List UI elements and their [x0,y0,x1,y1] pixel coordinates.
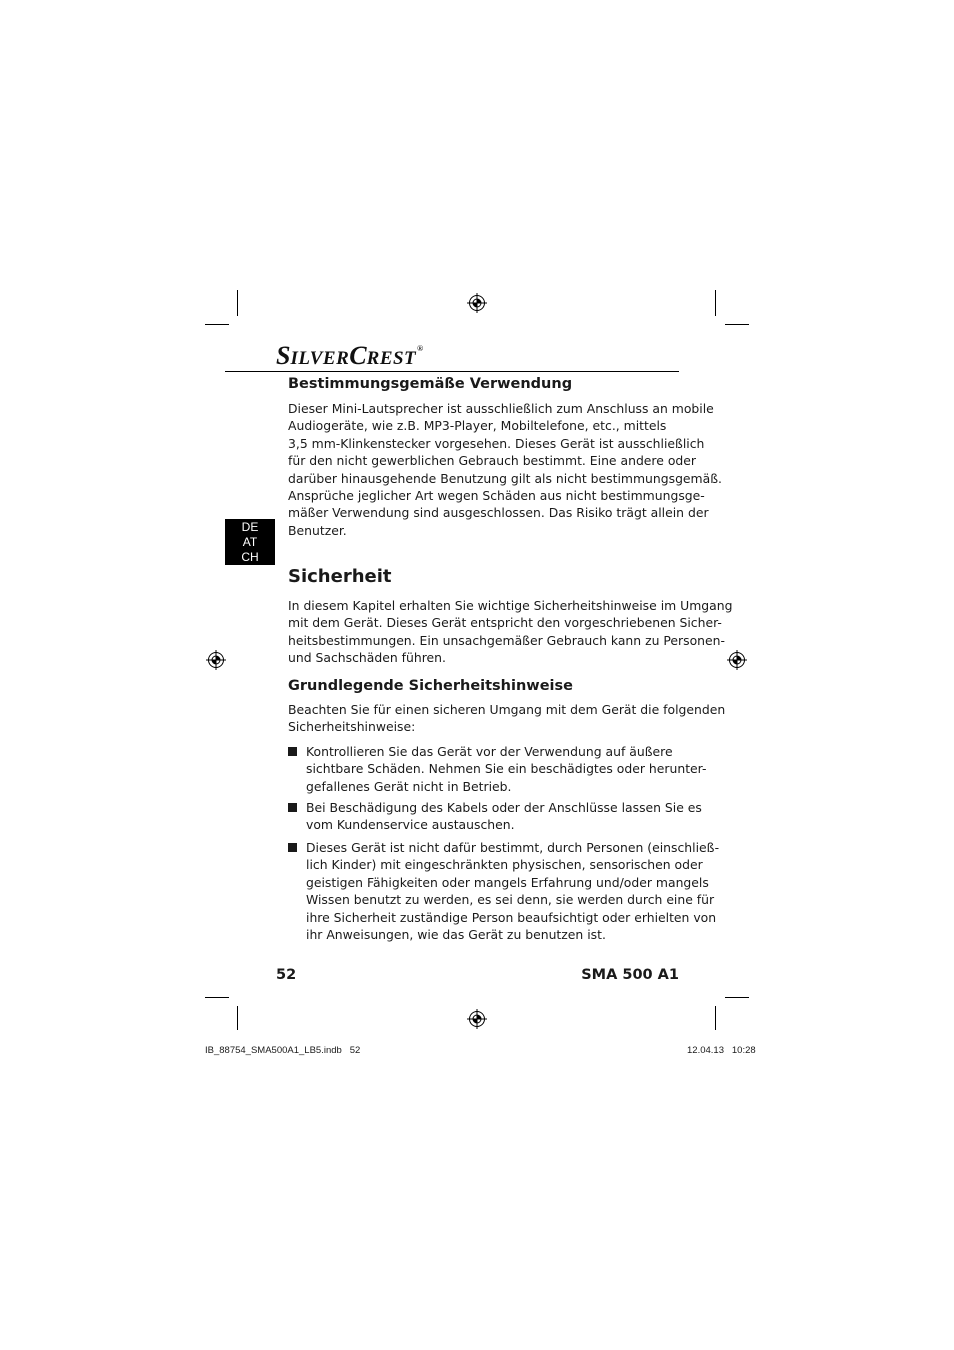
model-name: SMA 500 A1 [581,967,679,983]
bullet-square [288,843,297,852]
intended-use-paragraph: Dieser Mini-Lautsprecher ist ausschließlich zum Anschluss an mobile Audiogeräte, wie z.B. MP3-Player, Mobiltelefone, etc., mittels 3,5 mm-Klinkenstecker vorgesehen. Dieses Gerät ist ausschließlich für den nicht gewerblichen Gebrauch bestimmt. Eine andere oder darüber hinausgehende Benutzung gilt als nicht bestimmungsgemäß. Ansprüche jeglicher Art wegen Schäden aus nicht bestimmungsge- mäßer Verwendung sind ausgeschlossen. Das Risiko trägt allein der Benutzer. [288,401,722,538]
list-item: Bei Beschädigung des Kabels oder der Anschlüsse lassen Sie es vom Kundenservice austauschen. [306,800,702,833]
basic-safety-intro: Beachten Sie für einen sicheren Umgang mit dem Gerät die folgenden Sicherheitshinweise: [288,702,726,735]
crop-mark-top-left-horizontal [205,324,229,325]
crop-mark-top-left-vertical [237,290,238,316]
crosshair-registration-icon [467,293,487,313]
bullet-square [288,803,297,812]
language-code: AT [242,534,258,549]
section-heading-basic-safety: Grundlegende Sicherheitshinweise [288,678,573,694]
crop-mark-bottom-right-horizontal [725,997,749,998]
language-code: CH [241,549,259,564]
crosshair-registration-icon [467,1009,487,1029]
silvercrest-logo: SILVERCREST® [276,341,424,370]
crop-mark-top-right-vertical [715,290,716,316]
language-code: DE [241,519,259,534]
crop-mark-bottom-left-horizontal [205,997,229,998]
language-tab [225,519,275,565]
crop-mark-bottom-left-vertical [237,1006,238,1030]
list-item: Kontrollieren Sie das Gerät vor der Verwendung auf äußere sichtbare Schäden. Nehmen Sie ein beschädigtes oder herunter- gefallenes Gerät nicht in Betrieb. [306,744,707,794]
crosshair-registration-icon [206,650,226,670]
bullet-square [288,747,297,756]
crosshair-registration-icon [727,650,747,670]
crop-mark-bottom-right-vertical [715,1006,716,1030]
page-number: 52 [276,967,297,983]
crop-mark-top-right-horizontal [725,324,749,325]
list-item: Dieses Gerät ist nicht dafür bestimmt, durch Personen (einschließ- lich Kinder) mit eingeschränkten physischen, sensorischen oder geistigen Fähigkeiten oder mangels Erfahrung und/oder mangels Wissen benutzt zu werden, es sei denn, sie werden durch eine für ihre Sicherheit zuständige Person beaufsichtigt oder erhielten von ihr Anweisungen, wie das Gerät zu benutzen ist. [306,840,720,943]
header-rule [225,371,679,372]
print-slug-datetime: 12.04.13 10:28 [687,1045,756,1056]
safety-paragraph: In diesem Kapitel erhalten Sie wichtige Sicherheitshinweise im Umgang mit dem Gerät. Dieses Gerät entspricht den vorgeschriebenen Sicher- heitsbestimmungen. Ein unsachgemäßer Gebrauch kann zu Personen- und Sachschäden führen. [288,598,733,666]
section-heading-intended-use: Bestimmungsgemäße Verwendung [288,376,573,392]
section-heading-safety: Sicherheit [288,566,392,587]
print-slug-file: IB_88754_SMA500A1_LB5.indb 52 [205,1045,361,1056]
